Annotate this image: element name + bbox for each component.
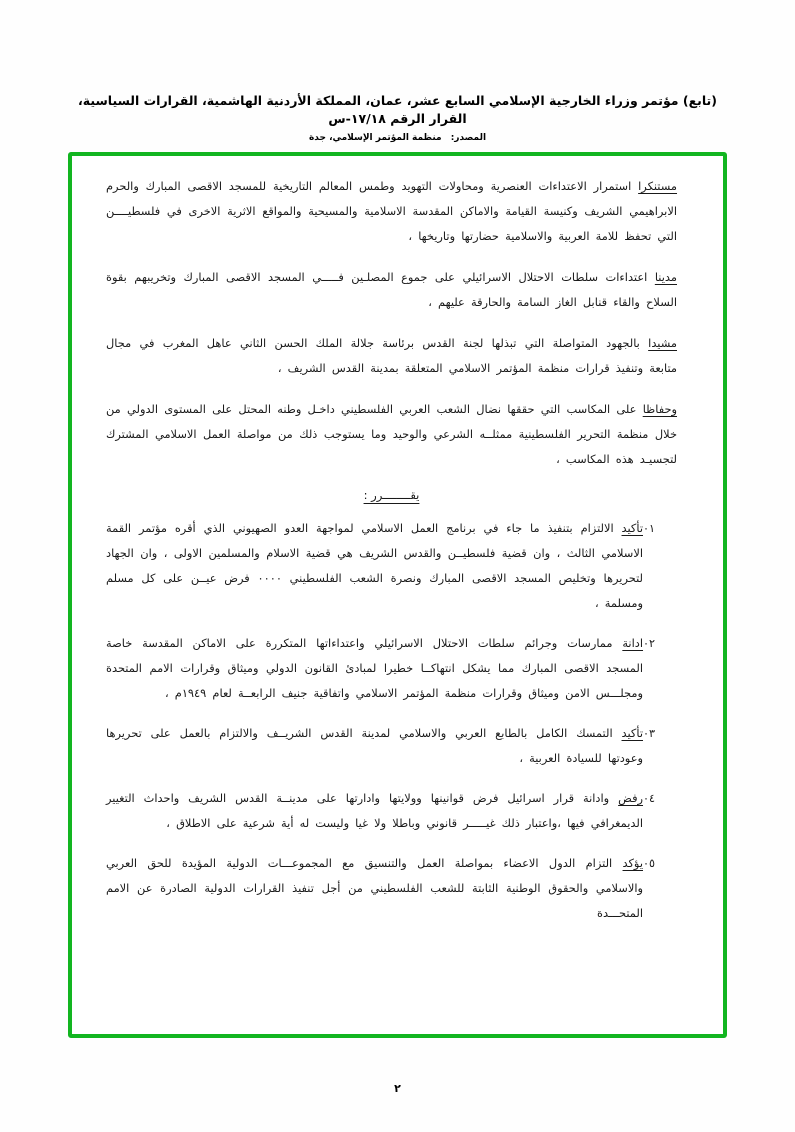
item-body-text: الالتزام بتنفيذ ما جاء في برنامج العمل الاسلامي لمواجهة العدو الصهيوني الذي أقره مؤتمر القمة الاسلامي الثالث ، وان قضية فلسطيــن والقدس الشريف هي قضية الاسلام والمسلمين الاولى ، وان الجهاد لتحريرها وتخليص المسجد الاقصى المبارك ونصرة الشعب الفلسطيني ٠٠٠٠ فرض عيــن على كل مسلم ومسلمة ، [106,521,643,610]
item-number: ٠٤ [643,792,656,805]
paragraph-lead-word: مدينا [654,270,677,284]
preamble-paragraph [106,174,677,249]
item-body-text: ممارسات وجرائم سلطات الاحتلال الاسرائيلي واعتداءاتها المتكررة على الاماكن المقدسة خاصة المسجد الاقصى المبارك مما يشكل انتهاكــا خطيرا لمبادئ القانون الدولي وميثاق وقرارات الامم المتحدة ومجلـــس الامن وميثاق وقرارات منظمة المؤتمر الاسلامي واتفاقية جنيف الرابعــة لعام ١٩٤٩م ، [106,636,643,700]
preamble-paragraph [106,331,677,381]
header-source-value: منظمة المؤتمر الإسلامي، جدة [308,133,442,143]
item-lead-word: ادانة [622,636,644,650]
header-source [60,133,735,143]
item-text [106,721,643,771]
document-body [106,174,677,1026]
header-source-label: المصدر: [450,133,487,143]
list-item [106,631,677,706]
paragraph-text: اعتداءات سلطات الاحتلال الاسرائيلي على جموع المصلـين فـــــي المسجد الاقصى المبارك وتخريبهم بقوة السلاح والقاء قنابل الغاز السامة والحارقة عليهم ، [106,270,677,309]
item-number: ٠٥ [643,857,656,870]
preamble-paragraph [106,265,677,315]
item-body-text: التزام الدول الاعضاء بمواصلة العمل والتنسيق مع المجموعـــات الدولية المؤيدة للحق العربي والاسلامي والحقوق الوطنية الثابتة للشعب الفلسطيني من أجل تنفيذ القرارات الدولية الصادرة عن الامم المتحـــدة [106,856,643,920]
paragraph-text: على المكاسب التي حققها نضال الشعب العربي الفلسطيني داخـل وطنه المحتل على المستوى الدولي من خلال منظمة التحرير الفلسطينية ممثلــه الشرعي والوحيد وما يستوجب ذلك من مواصلة العمل الاسلامي المشترك لتجسيـد هذه المكاسب ، [106,402,677,466]
item-lead-word: تأكيد [621,521,643,535]
list-item [106,721,677,771]
resolution-items-list [106,516,677,926]
item-text [106,631,643,706]
item-body-text: التمسك الكامل بالطابع العربي والاسلامي لمدينة القدس الشريــف والالتزام بالعمل على تحريرها وعودتها للسيادة العربية ، [106,726,643,765]
paragraph-lead-word: وحفاظا [642,402,678,416]
list-item [106,851,677,926]
item-text [106,786,643,836]
item-number: ٠٢ [643,637,656,650]
item-lead-word: تأكيد [621,726,643,740]
paragraph-text: استمرار الاعتداءات العنصرية ومحاولات التهويد وطمس المعالم التاريخية للمسجد الاقصى المبارك والحرم الابراهيمي الشريف وكنيسة القيامة والاماكن المقدسة الاسلامية والمسيحية والمواقع الاثرية الاخرى في فلسطيــــن التي تحفظ للامة العربية والاسلامية حضارتها وتاريخها ، [106,179,677,243]
item-text [106,516,643,616]
item-lead-word: يؤكد [622,856,643,870]
item-number: ٠٣ [643,727,656,740]
green-border-frame [68,152,727,1038]
preamble-paragraph [106,397,677,472]
page-header [60,92,735,143]
list-item [106,786,677,836]
decides-heading-text: يقــــــــرر : [363,488,420,502]
page-number: ٢ [394,1082,401,1095]
item-lead-word: رفض [618,791,644,805]
decides-heading [106,488,677,502]
item-text [106,851,643,926]
paragraph-lead-word: مستنكرا [638,179,678,193]
paragraph-text: بالجهود المتواصلة التي تبذلها لجنة القدس برئاسة جلالة الملك الحسن الثاني عاهل المغرب في مجال متابعة وتنفيذ قرارات منظمة المؤتمر الاسلامي المتعلقة بمدينة القدس الشريف ، [106,336,677,375]
list-item [106,516,677,616]
paragraph-lead-word: مشيدا [648,336,677,350]
item-number: ٠١ [643,522,656,535]
header-title: (تابع) مؤتمر وزراء الخارجية الإسلامي السابع عشر، عمان، المملكة الأردنية الهاشمية، القرارات السياسية، القرار الرقم ١٧/١٨-س [78,93,717,126]
item-body-text: وادانة قرار اسرائيل فرض قوانينها وولايتها وادارتها على مدينــة القدس الشريف واحداث التغيير الديمغرافي فيها ،واعتبار ذلك غيـــــر قانوني وباطلا ولا غيا وليست له أية شرعية على الاطلاق ، [106,791,643,830]
